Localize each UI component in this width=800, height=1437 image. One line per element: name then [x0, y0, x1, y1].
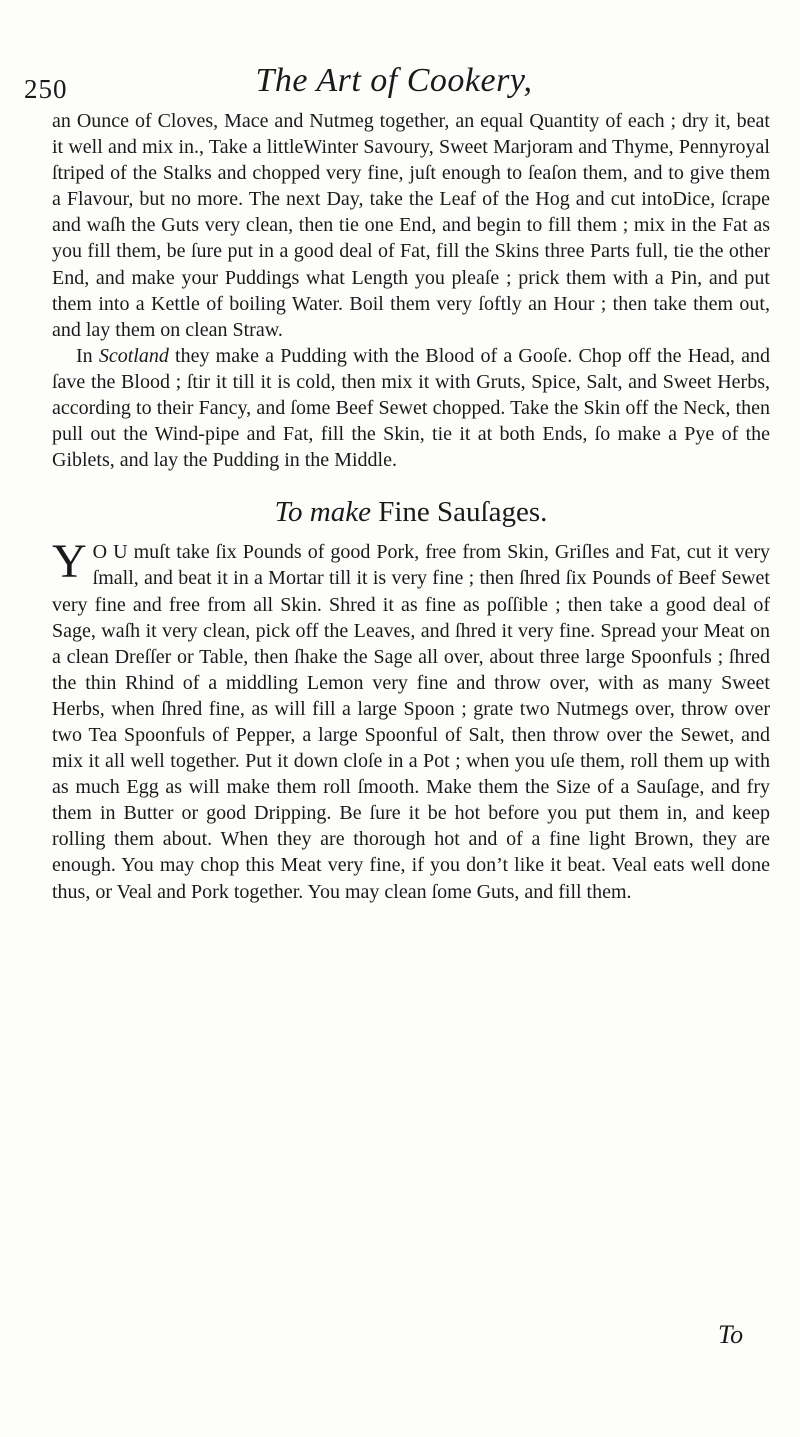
drop-cap: Y	[52, 535, 87, 589]
recipe-heading-roman: Fine Sauſages.	[371, 496, 548, 529]
scotland-lead: In	[76, 344, 99, 367]
page-number: 250	[24, 74, 68, 104]
page-body	[52, 108, 770, 905]
page-header	[24, 62, 764, 102]
scotland-place-name: Scotland	[98, 344, 169, 367]
continued-paragraph: an Ounce of Cloves, Mace and Nutmeg together, an equal Quantity of each ; dry it, beat it well and mix in., Take a littleWinter Savoury, Sweet Marjoram and Thyme, Pennyroyal ſtriped of the Stalks and chopped very fine, juſt enough to ſeaſon them, and to give them a Flavour, but no more. The next Day, take the Leaf of the Hog and cut intoDice, ſcrape and waſh the Guts very clean, then tie one End, and begin to fill them ; mix in the Fat as you fill them, be ſure put in a good deal of Fat, fill the Skins three Parts full, tie the other End, and make your Puddings what Length you pleaſe ; prick them with a Pin, and put them into a Kettle of boiling Water. Boil them very ſoftly an Hour ; then take them out, and lay them on clean Straw.	[52, 110, 770, 341]
running-title: The Art of Cookery,	[255, 62, 533, 99]
catchword: To	[718, 1320, 744, 1349]
scotland-paragraph	[52, 343, 770, 473]
recipe-paragraph	[52, 535, 770, 904]
recipe-heading	[52, 495, 770, 529]
recipe-text: O U muſt take ſix Pounds of good Pork, free from Skin, Griſles and Fat, cut it very ſmall, and beat it in a Mortar till it is very fine ; then ſhred ſix Pounds of Beef Sewet very fine and free from all Skin. Shred it as fine as poſſible ; then take a good deal of Sage, waſh it very clean, pick off the Leaves, and ſhred it very fine. Spread your Meat on a clean Dreſſer or Table, then ſhake the Sage all over, about three large Spoonfuls ; ſhred the thin Rhind of a middling Lemon very fine and throw over, with as many Sweet Herbs, when ſhred fine, as will fill a large Spoon ; grate two Nutmegs over, throw over two Tea Spoonfuls of Pepper, a large Spoonful of Salt, then throw over the Sewet, and mix it all well together. Put it down cloſe in a Pot ; when you uſe them, roll them up with as much Egg as will make them roll ſmooth. Make them the Size of a Sauſage, and fry them in Butter or good Dripping. Be ſure it be hot before you put them in, and keep rolling them about. When they are thorough hot and of a fine light Brown, they are enough. You may chop this Meat very fine, if you don’t like it beat. Veal eats well done thus, or Veal and Pork together. You may clean ſome Guts, and fill them.	[52, 541, 770, 903]
recipe-heading-italic: To make	[274, 496, 371, 529]
scotland-text: they make a Pudding with the Blood of a Gooſe. Chop off the Head, and ſave the Blood ; ſtir it till it is cold, then mix it with Gruts, Spice, Salt, and Sweet Herbs, according to their Fancy, and ſome Beef Sewet chopped. Take the Skin off the Neck, then pull out the Wind-pipe and Fat, fill the Skin, tie it at both Ends, ſo make a Pye of the Giblets, and lay the Pudding in the Middle.	[52, 344, 770, 472]
